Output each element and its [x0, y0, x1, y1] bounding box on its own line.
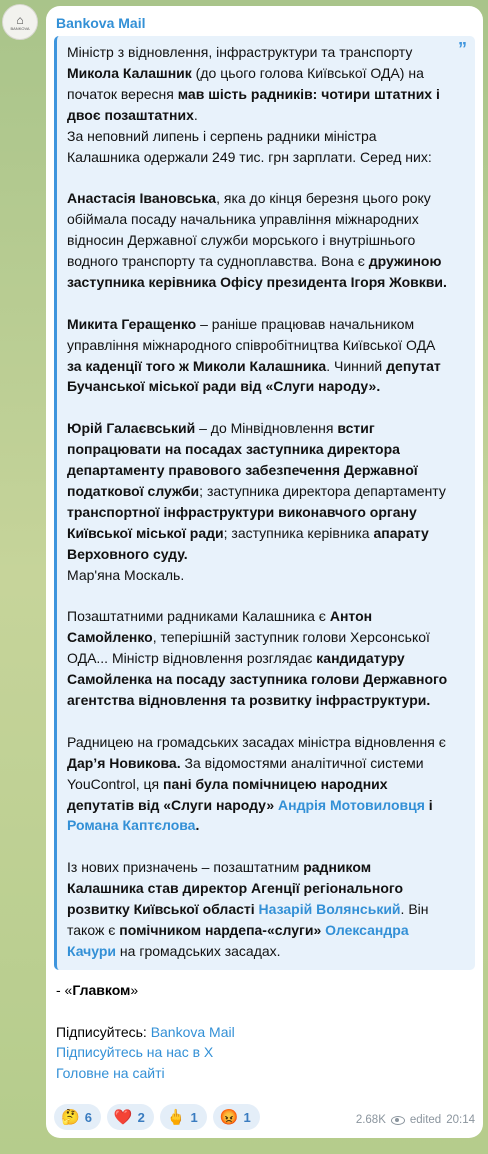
text-run: . Чинний — [326, 357, 387, 374]
thinking-face-icon: 🤔 — [61, 1108, 80, 1126]
subscribe-label: Підписуйтесь: — [56, 1023, 151, 1040]
text-run: Антон Самойленко — [67, 608, 373, 646]
quote-paragraph-2: За неповний липень і серпень радники міністра Калашника одержали 249 тис. грн зарплати. Серед них: — [67, 127, 432, 165]
text-run: помічником нардепа-«слуги» — [119, 921, 326, 938]
text-run: транспортної інфраструктури виконавчого органу Київської міської ради — [67, 503, 417, 541]
reaction-thinking[interactable] — [54, 1104, 101, 1130]
site-link[interactable]: Головне на сайті — [56, 1065, 165, 1082]
source-suffix: » — [130, 981, 139, 998]
text-run: . Він також є — [67, 901, 429, 938]
text-run: Радницею на громадських засадах міністра відновлення є — [67, 733, 446, 750]
text-run: радником Калашника став директор Агенції регіонального розвитку Київської області — [67, 859, 404, 918]
reaction-count: 6 — [84, 1109, 92, 1125]
heart-icon: ❤️ — [113, 1108, 133, 1126]
quote-paragraph-6: Мар'яна Москаль. — [67, 566, 185, 583]
subscribe-channel-link[interactable]: Bankova Mail — [150, 1023, 235, 1040]
text-run: встиг попрацювати на посадах заступника директора департаменту правового забезпечення Державної податкової служби — [67, 420, 418, 499]
quote-icon: ” — [458, 39, 467, 59]
quote-paragraph-8 — [67, 732, 451, 837]
reaction-angry[interactable] — [213, 1104, 260, 1130]
text-run: , теперішній заступник голови Херсонської ОДА... Міністр відновлення розглядає — [67, 629, 430, 667]
text-run: Юрій Галаєвський — [67, 420, 196, 437]
text-run: За відомостями аналітичної системи YouControl, ця — [67, 754, 424, 792]
text-run: Міністр з відновлення, інфраструктури та транспорту — [67, 44, 413, 60]
message-bubble — [46, 6, 483, 1138]
text-run: ; заступника керівника — [223, 524, 374, 541]
text-run: . — [193, 106, 198, 123]
text-run: за каденції того ж Миколи Калашника — [67, 357, 327, 374]
reaction-count: 1 — [190, 1109, 198, 1125]
reaction-count: 2 — [137, 1109, 145, 1125]
x-subscribe-link[interactable]: Підписуйтесь на нас в X — [56, 1044, 214, 1061]
text-run: пані була помічницею народних депутатів від «Слуги народу» — [67, 775, 388, 813]
text-run: – до Мінвідновлення — [195, 420, 338, 437]
person-link[interactable]: Романа Каптєлова — [67, 817, 196, 834]
text-run: Анастасія Івановська — [67, 190, 217, 207]
text-run: Микола Калашник — [67, 64, 192, 81]
reaction-middle-finger[interactable] — [160, 1104, 207, 1130]
person-link[interactable]: Олександра Качури — [67, 921, 409, 959]
reactions-bar — [54, 1104, 260, 1130]
forwarded-quote — [54, 36, 475, 970]
quote-paragraph-7 — [67, 606, 451, 711]
channel-name[interactable]: Bankova Mail — [56, 15, 146, 31]
avatar-label: BANKOVA — [10, 25, 30, 31]
text-run: і — [424, 796, 433, 813]
text-run: . — [195, 817, 200, 834]
person-link[interactable]: Андрія Мотовиловця — [278, 796, 425, 813]
message-meta — [356, 1114, 475, 1126]
text-run: (до цього голова Київської ОДА) на початок вересня — [67, 64, 424, 102]
text-run: на громадських засадах. — [116, 942, 281, 959]
person-link[interactable]: Назарій Волянський — [258, 901, 401, 918]
source-prefix: - « — [56, 981, 73, 998]
edited-label: edited — [409, 1114, 442, 1126]
eye-icon — [391, 1116, 405, 1125]
message-footer-text — [54, 970, 475, 1085]
view-count: 2.68K — [355, 1114, 386, 1126]
reaction-heart[interactable] — [107, 1104, 154, 1130]
quote-paragraph-1 — [67, 42, 451, 126]
text-run: Позаштатними радниками Калашника є — [67, 608, 330, 625]
building-icon: ⌂ — [16, 12, 24, 27]
text-run: депутат Бучанської міської ради від «Слуги народу». — [67, 357, 441, 395]
message-time: 20:14 — [446, 1114, 475, 1126]
text-run: ; заступника директора департаменту — [199, 482, 446, 499]
text-run: Із нових призначень – позаштатним — [67, 859, 304, 876]
text-run: – раніше працював начальником управління міжнародного співробітництва Київської ОДА — [67, 315, 436, 353]
text-run: мав шість радників: чотири штатних і двоє позаштатних — [67, 85, 440, 123]
subscribe-line — [56, 1022, 473, 1043]
quote-paragraph-3 — [67, 188, 451, 293]
reaction-count: 1 — [243, 1109, 251, 1125]
text-run: дружиною заступника керівника Офісу президента Ігоря Жовкви. — [67, 253, 447, 290]
source-line — [56, 980, 473, 1001]
quote-paragraph-9 — [67, 857, 451, 962]
angry-face-icon: 😡 — [219, 1108, 239, 1126]
text-run: Дар’я Новикова. — [67, 754, 181, 771]
quote-paragraph-4 — [67, 314, 451, 398]
channel-avatar[interactable] — [2, 4, 38, 40]
text-run: Микита Геращенко — [67, 315, 197, 332]
quote-paragraph-5 — [67, 418, 451, 564]
text-run: кандидатуру Самойленка на посаду заступника голови Державного агентства відновлення та розвитку інфраструктури. — [67, 650, 448, 709]
text-run: , яка до кінця березня цього року обіймала посаду начальника управління міжнародних відносин Державної служби морського і внутрішнього водного транспорту та судноплавства. Вона є — [67, 190, 431, 270]
text-run: апарату Верховного суду. — [67, 524, 429, 562]
middle-finger-icon: 🖕 — [166, 1108, 186, 1126]
source-name: Главком — [72, 981, 131, 998]
